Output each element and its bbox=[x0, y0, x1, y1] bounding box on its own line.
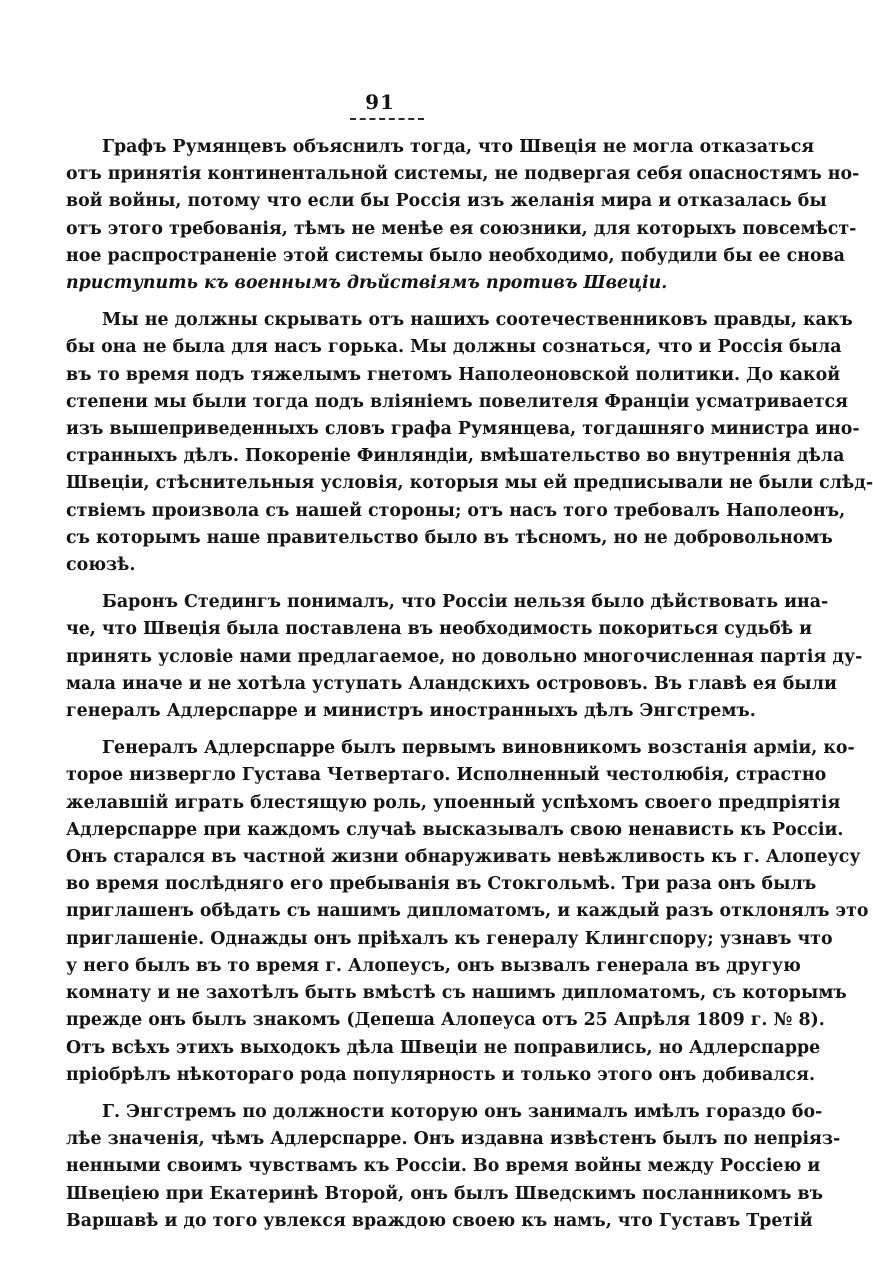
text-line: степени мы были тогда подъ вліяніемъ повелителя Франціи усматривается bbox=[66, 391, 848, 412]
text-line: лѣе значенія, чѣмъ Адлерспарре. Онъ издавна извѣстенъ былъ по непріяз- bbox=[66, 1129, 841, 1150]
text-line: генералъ Адлерспарре и министръ иностранныхъ дѣлъ Энгстремъ. bbox=[66, 701, 756, 722]
text-line: Мы не должны скрывать отъ нашихъ соотечественниковъ правды, какъ bbox=[102, 310, 853, 331]
header-rule bbox=[350, 118, 424, 120]
text-line: отъ принятія континентальной системы, не подвергая себя опасностямъ но- bbox=[66, 164, 860, 185]
text-line: бы она не была для насъ горька. Мы должны сознаться, что и Россія была bbox=[66, 337, 842, 358]
text-line: съ которымъ наше правительство было въ тѣсномъ, но не добровольномъ bbox=[66, 527, 833, 548]
text-line: въ то время подъ тяжелымъ гнетомъ Наполеоновской политики. До какой bbox=[66, 364, 841, 385]
text-line: Онъ старался въ частной жизни обнаруживать невѣжливость къ г. Алопеусу bbox=[66, 847, 861, 868]
text-line: Г. Энгстремъ по должности которую онъ занималъ имѣлъ гораздо бо- bbox=[102, 1101, 823, 1122]
page-number: 91 bbox=[365, 90, 395, 114]
text-line: мала иначе и не хотѣла уступать Аландскихъ острововъ. Въ главѣ ея были bbox=[66, 673, 837, 694]
text-line: Генералъ Адлерспарре былъ первымъ виновникомъ возстанія арміи, ко- bbox=[102, 738, 855, 759]
text-line: у него былъ въ то время г. Алопеусъ, онъ вызвалъ генерала въ другую bbox=[66, 955, 801, 976]
text-line: странныхъ дѣлъ. Покореніе Финляндіи, вмѣшательство во внутреннія дѣла bbox=[66, 446, 845, 467]
text-line: приглашенъ обѣдать съ нашимъ дипломатомъ, и каждый разъ отклонялъ это bbox=[66, 901, 869, 922]
text-line: ненными своимъ чувствамъ къ Россіи. Во время войны между Россіею и bbox=[66, 1156, 821, 1177]
text-line: союзѣ. bbox=[66, 555, 136, 576]
text-line: ствіемъ произвола съ нашей стороны; отъ насъ того требовалъ Наполеонъ, bbox=[66, 500, 846, 521]
text-line: ное распространеніе этой системы было необходимо, побудили бы ее снова bbox=[66, 245, 845, 266]
text-line: приступить къ военнымъ дѣйствіямъ противъ Швеціи. bbox=[66, 273, 668, 294]
text-line: принять условіе нами предлагаемое, но довольно многочисленная партія ду- bbox=[66, 646, 863, 667]
text-line: приглашеніе. Однажды онъ пріѣхалъ къ генералу Клингспору; узнавъ что bbox=[66, 928, 833, 949]
text-line: Адлерспарре при каждомъ случаѣ высказывалъ свою ненависть къ Россіи. bbox=[66, 819, 844, 840]
text-line: Баронъ Стедингъ понималъ, что Россіи нельзя было дѣйствовать ина- bbox=[102, 592, 829, 613]
text-line: че, что Швеція была поставлена въ необходимость покориться судьбѣ и bbox=[66, 619, 813, 640]
text-line: Графъ Румянцевъ объяснилъ тогда, что Швеція не могла отказаться bbox=[102, 137, 815, 157]
body-text bbox=[66, 134, 873, 1235]
text-line: Швеціи, стѣснительныя условія, которыя мы ей предписывали не были слѣд- bbox=[66, 473, 873, 494]
text-line: вой войны, потому что если бы Россія изъ желанія мира и отказалась бы bbox=[66, 191, 827, 212]
text-line: Швеціею при Екатеринѣ Второй, онъ былъ Шведскимъ посланникомъ въ bbox=[66, 1183, 823, 1204]
text-line: во время послѣдняго его пребыванія въ Стокгольмѣ. Три раза онъ былъ bbox=[66, 874, 817, 895]
text-line: Отъ всѣхъ этихъ выходокъ дѣла Швеціи не поправились, но Адлерспарре bbox=[66, 1037, 821, 1058]
text-line: изъ вышеприведенныхъ словъ графа Румянцева, тогдашняго министра ино- bbox=[66, 419, 860, 440]
paragraph bbox=[66, 589, 863, 725]
paragraph bbox=[66, 735, 869, 1089]
text-line: желавшій играть блестящую роль, упоенный успѣхомъ своего предпріятія bbox=[66, 792, 841, 813]
text-line: отъ этого требованія, тѣмъ не менѣе ея союзники, для которыхъ повсемѣст- bbox=[66, 218, 857, 239]
paragraph bbox=[66, 134, 860, 297]
text-line: пріобрѣлъ нѣкотораго рода популярность и только этого онъ добивался. bbox=[66, 1064, 816, 1085]
paragraph bbox=[66, 1099, 841, 1235]
text-line: комнату и не захотѣлъ быть вмѣстѣ съ нашимъ дипломатомъ, съ которымъ bbox=[66, 983, 847, 1004]
text-line: торое низвергло Густава Четвертаго. Исполненный честолюбія, страстно bbox=[66, 765, 827, 786]
paragraph bbox=[66, 307, 873, 579]
text-line: прежде онъ былъ знакомъ (Депеша Алопеуса отъ 25 Апрѣля 1809 г. № 8). bbox=[66, 1010, 825, 1031]
text-line: Варшавѣ и до того увлекся враждою своею къ намъ, что Густавъ Третій bbox=[66, 1210, 813, 1231]
